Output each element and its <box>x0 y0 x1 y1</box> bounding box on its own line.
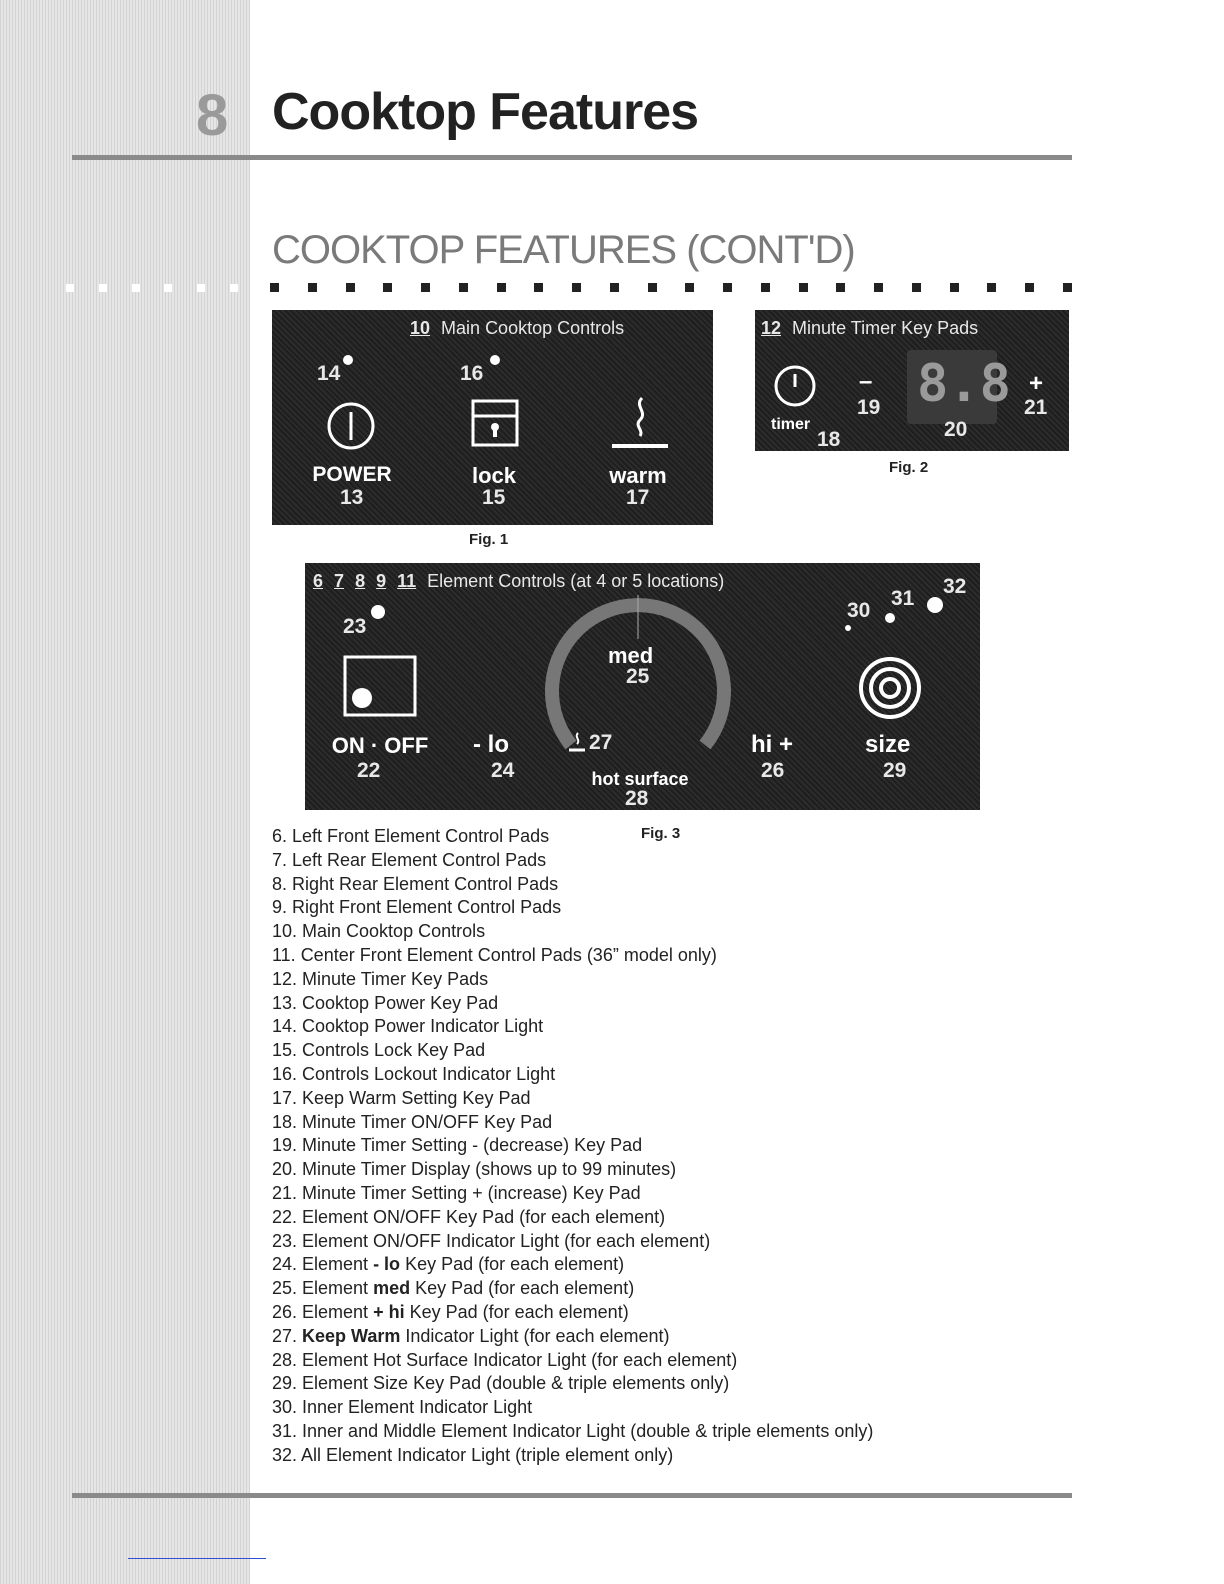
all-indicator-num: 32 <box>943 575 967 598</box>
sidebar-dots <box>66 284 238 294</box>
list-item: 31. Inner and Middle Element Indicator Light (double & triple elements only) <box>272 1420 874 1441</box>
fig1-caption: Fig. 1 <box>469 531 509 548</box>
list-text: 27. <box>272 1325 303 1346</box>
power-indicator-num: 14 <box>317 362 341 385</box>
list-bold: + hi <box>373 1301 405 1322</box>
med-num: 25 <box>626 665 650 688</box>
list-item: 14. Cooktop Power Indicator Light <box>272 1016 544 1037</box>
list-bold: - lo <box>373 1254 401 1275</box>
fig1-title-num: 10 <box>410 318 431 338</box>
list-item: 28. Element Hot Surface Indicator Light (for each element) <box>272 1349 738 1370</box>
fig2-title-num: 12 <box>761 318 782 338</box>
list-item: 11. Center Front Element Control Pads (36” model only) <box>272 944 717 965</box>
fig3-title-num-11: 11 <box>397 571 417 591</box>
onoff-num: 22 <box>357 759 381 782</box>
timer-display-digits: 8.8 <box>917 354 1011 414</box>
power-label: POWER <box>312 463 392 486</box>
list-text: Key Pad (for each element) <box>410 1278 635 1299</box>
list-item: 15. Controls Lock Key Pad <box>272 1040 486 1061</box>
fig3-title-text: Element Controls (at 4 or 5 locations) <box>427 571 725 591</box>
section-dots <box>270 283 1072 295</box>
onoff-indicator-light <box>371 605 385 619</box>
fig1-title <box>410 318 624 339</box>
list-bold: med <box>373 1278 411 1299</box>
power-num: 13 <box>340 486 364 509</box>
list-item <box>272 1325 873 1349</box>
list-item: 9. Right Front Element Control Pads <box>272 897 562 918</box>
fig3-title-num-9: 9 <box>376 571 387 591</box>
med-label[interactable]: med <box>608 643 654 668</box>
fig2-title-text: Minute Timer Key Pads <box>792 318 979 338</box>
list-item <box>272 1277 873 1301</box>
lock-icon[interactable] <box>470 398 520 450</box>
lock-label: lock <box>471 463 517 488</box>
features-list <box>272 825 873 1468</box>
chapter-number: 8 <box>196 83 229 148</box>
onoff-icon[interactable] <box>343 655 417 717</box>
footer-rule <box>72 1493 1072 1498</box>
timer-panel <box>755 310 1069 451</box>
inner-indicator-num: 30 <box>847 599 871 622</box>
lock-num: 15 <box>482 486 506 509</box>
timer-minus-num: 19 <box>857 396 881 419</box>
list-text: 26. Element <box>272 1301 374 1322</box>
keep-warm-indicator-icon <box>567 731 587 753</box>
header-rule <box>72 155 1072 160</box>
warm-label: warm <box>609 463 667 488</box>
size-num: 29 <box>883 759 907 782</box>
list-item: 30. Inner Element Indicator Light <box>272 1397 533 1418</box>
timer-display <box>907 350 1011 424</box>
onoff-label: ON · OFF <box>331 733 429 758</box>
fig3-title-num-7: 7 <box>334 571 345 591</box>
chapter-title: Cooktop Features <box>272 83 699 141</box>
timer-icon[interactable] <box>773 364 817 408</box>
hot-surface-num: 28 <box>625 787 649 810</box>
lock-indicator-light <box>490 355 500 365</box>
middle-indicator-num: 31 <box>891 587 915 610</box>
size-label: size <box>865 731 911 758</box>
fig1-title-text: Main Cooktop Controls <box>441 318 625 338</box>
power-indicator-light <box>343 355 353 365</box>
list-item <box>272 1301 873 1325</box>
list-item: 10. Main Cooktop Controls <box>272 921 486 942</box>
lo-label[interactable]: - lo <box>473 731 509 758</box>
list-item: 23. Element ON/OFF Indicator Light (for each element) <box>272 1230 711 1251</box>
list-item: 22. Element ON/OFF Key Pad (for each element) <box>272 1206 666 1227</box>
fig2-caption: Fig. 2 <box>889 459 929 476</box>
main-controls-panel <box>272 310 713 525</box>
list-item <box>272 1253 873 1277</box>
timer-label: timer <box>771 416 811 433</box>
timer-num: 18 <box>817 428 841 451</box>
list-item: 13. Cooktop Power Key Pad <box>272 992 499 1013</box>
list-text: Indicator Light (for each element) <box>400 1325 670 1346</box>
onoff-indicator-num: 23 <box>343 615 367 638</box>
footer-link-line <box>128 1558 266 1559</box>
warm-num: 17 <box>626 486 650 509</box>
fig3-title-num-8: 8 <box>355 571 366 591</box>
list-item: 12. Minute Timer Key Pads <box>272 968 489 989</box>
keep-warm-num: 27 <box>589 731 613 754</box>
timer-display-num: 20 <box>944 418 968 441</box>
fig3-title <box>313 571 724 592</box>
list-item: 7. Left Rear Element Control Pads <box>272 849 547 870</box>
list-text: 25. Element <box>272 1278 374 1299</box>
list-text: 24. Element <box>272 1254 374 1275</box>
power-icon[interactable] <box>325 400 377 452</box>
inner-indicator-light <box>845 625 851 631</box>
hot-surface-label: hot surface <box>591 769 689 789</box>
list-item: 20. Minute Timer Display (shows up to 99 minutes) <box>272 1159 677 1180</box>
lo-num: 24 <box>491 759 515 782</box>
list-item: 32. All Element Indicator Light (triple element only) <box>272 1444 674 1465</box>
list-item: 18. Minute Timer ON/OFF Key Pad <box>272 1111 553 1132</box>
size-icon[interactable] <box>857 655 923 721</box>
element-controls-panel <box>305 563 980 810</box>
fig2-title <box>761 318 978 339</box>
hi-label[interactable]: hi + <box>751 731 794 758</box>
list-bold: Keep Warm <box>302 1325 401 1346</box>
middle-indicator-light <box>885 613 895 623</box>
section-title: COOKTOP FEATURES (CONT'D) <box>272 228 855 272</box>
list-item: 6. Left Front Element Control Pads <box>272 826 550 846</box>
list-item: 21. Minute Timer Setting + (increase) Key Pad <box>272 1182 641 1203</box>
list-text: Key Pad (for each element) <box>404 1301 629 1322</box>
list-item: 19. Minute Timer Setting - (decrease) Key Pad <box>272 1135 643 1156</box>
fig3-caption: Fig. 3 <box>641 825 681 842</box>
timer-plus-button[interactable]: + <box>1029 370 1044 397</box>
list-item: 29. Element Size Key Pad (double & triple elements only) <box>272 1373 730 1394</box>
all-indicator-light <box>927 597 943 613</box>
sidebar-band <box>0 0 250 1584</box>
list-item: 8. Right Rear Element Control Pads <box>272 873 559 894</box>
lock-indicator-num: 16 <box>460 362 484 385</box>
warm-icon[interactable] <box>610 394 670 452</box>
hi-num: 26 <box>761 759 785 782</box>
fig3-title-num-6: 6 <box>313 571 324 591</box>
list-item: 16. Controls Lockout Indicator Light <box>272 1063 556 1084</box>
timer-plus-num: 21 <box>1024 396 1048 419</box>
list-text: Key Pad (for each element) <box>400 1254 625 1275</box>
timer-minus-button[interactable]: – <box>859 368 873 395</box>
list-item: 17. Keep Warm Setting Key Pad <box>272 1087 531 1108</box>
